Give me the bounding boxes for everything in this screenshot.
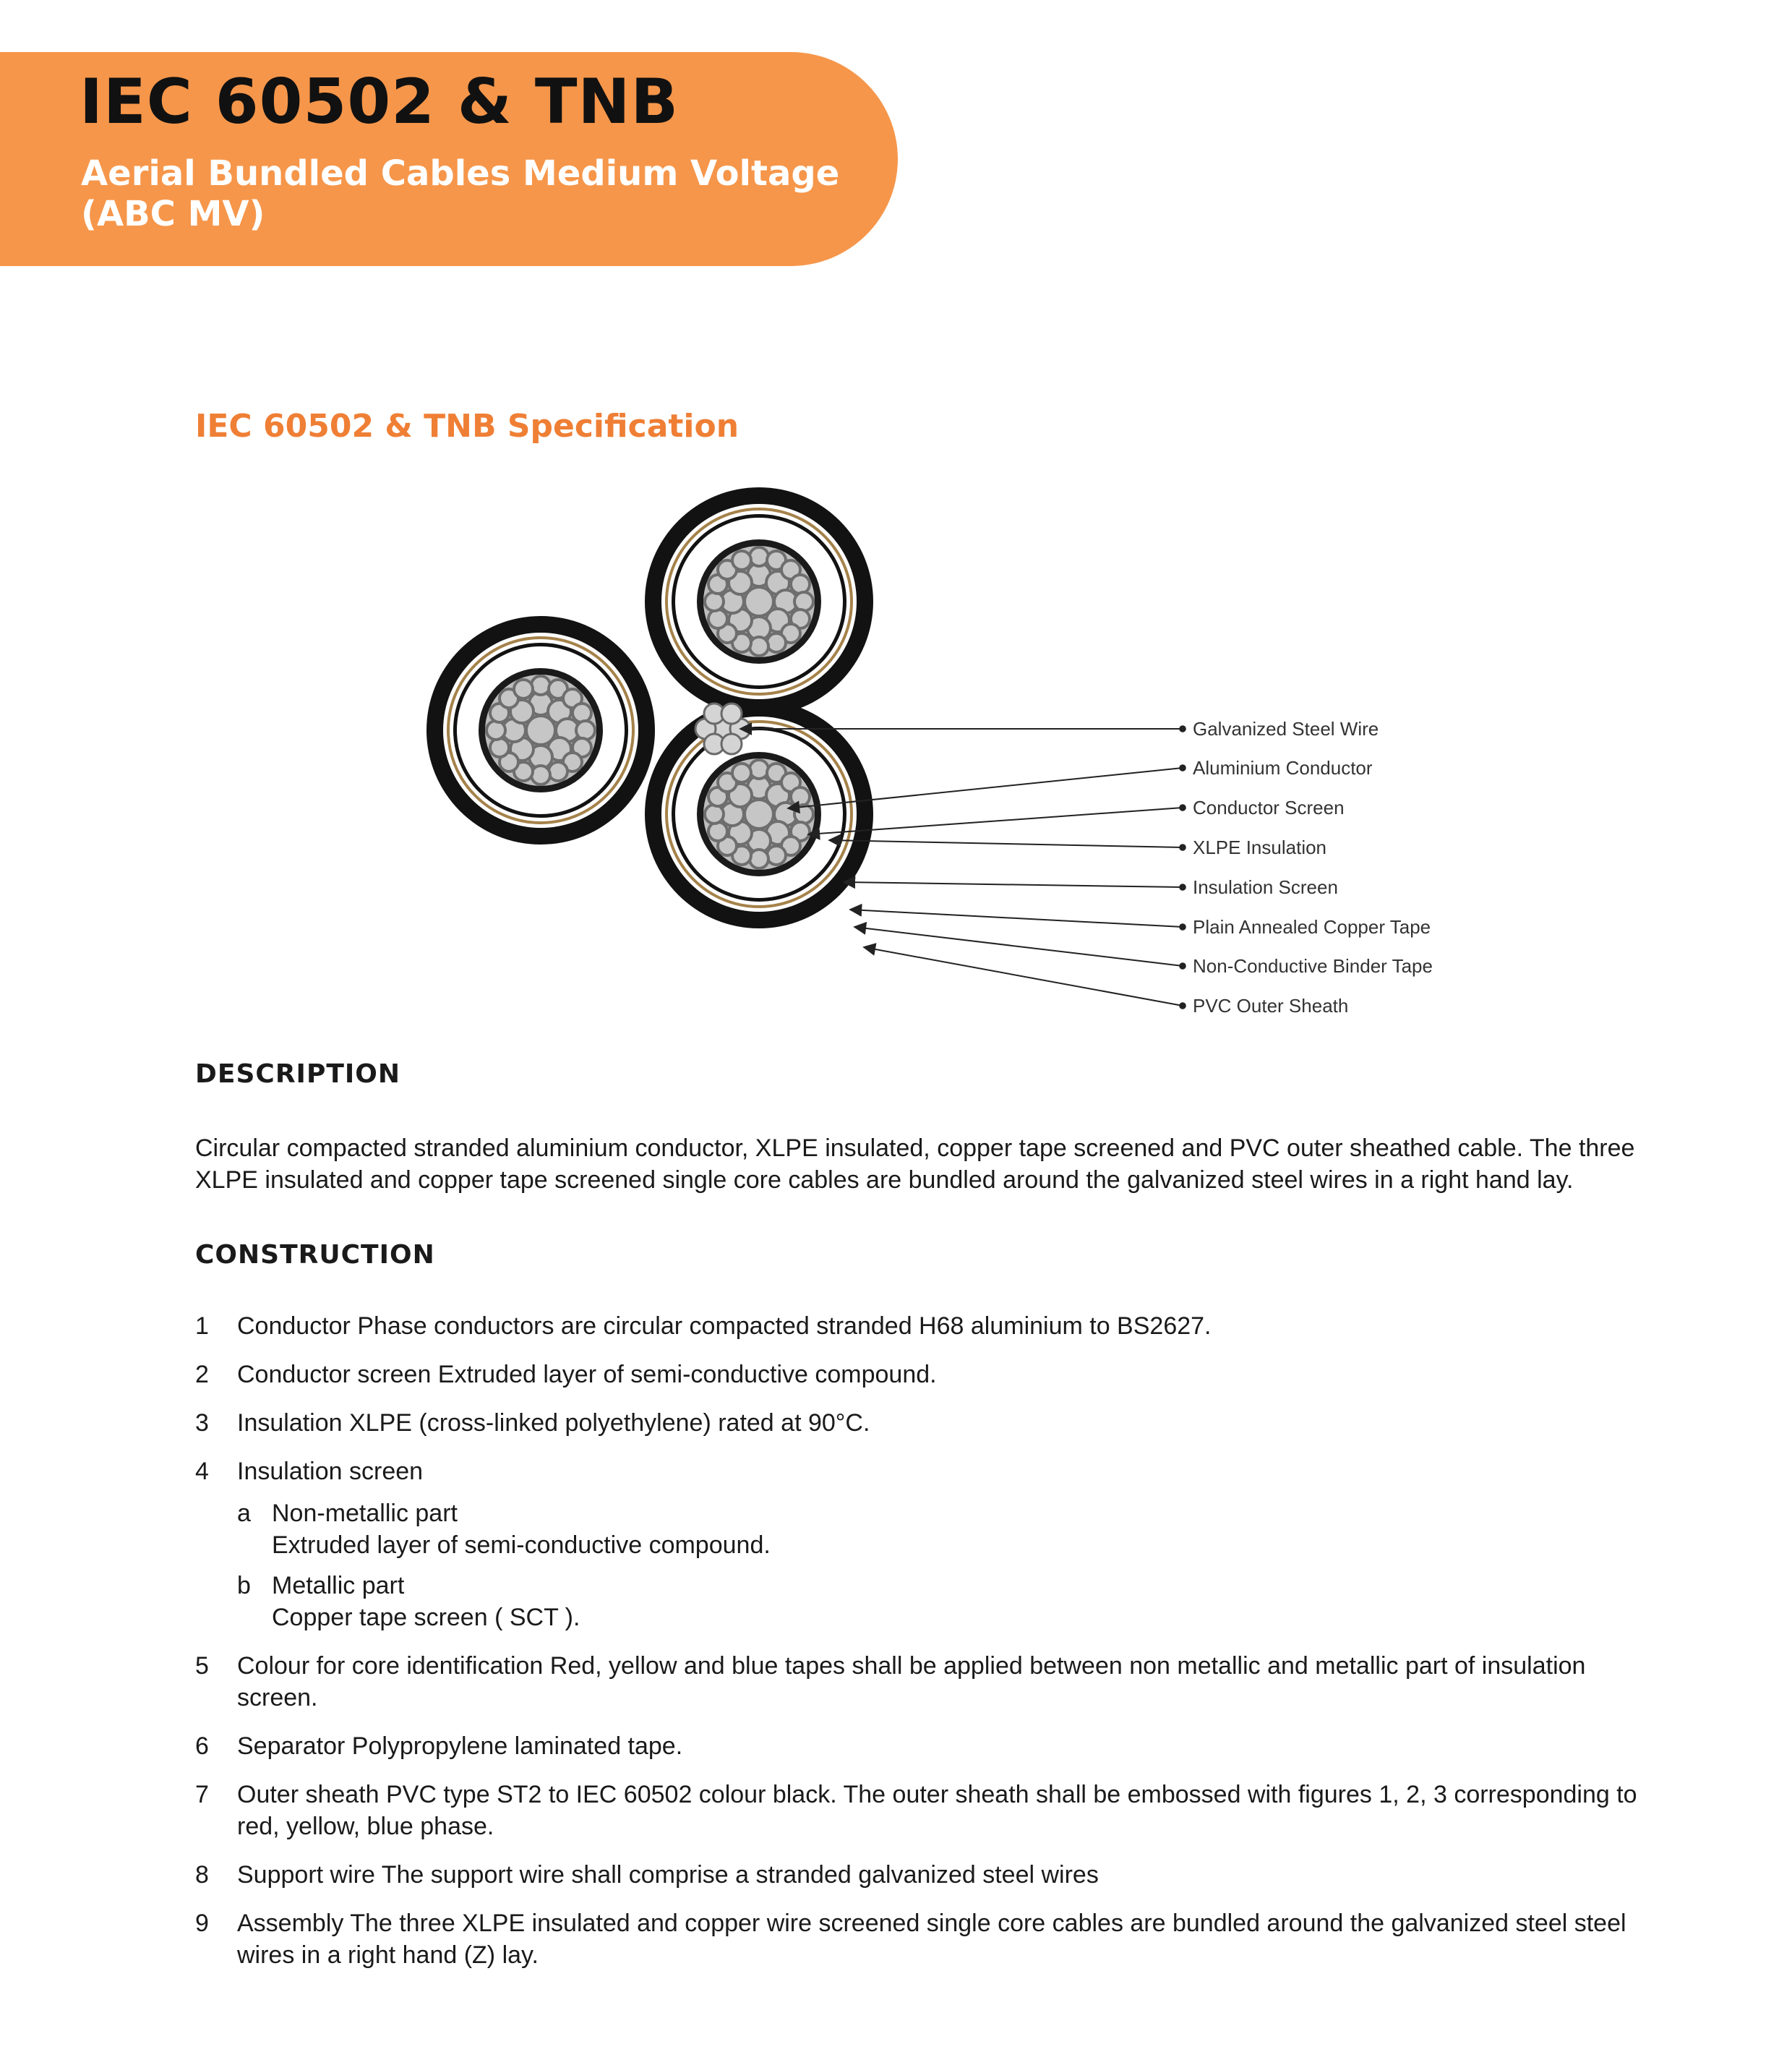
construction-item-text: Insulation XLPE (cross-linked polyethylene) rated at 90°C.	[237, 1409, 870, 1437]
callout-pvc-outer-sheath: PVC Outer Sheath	[1193, 995, 1349, 1017]
construction-item	[195, 1730, 1641, 1762]
construction-item	[195, 1650, 1641, 1714]
cable-core-bottom	[645, 700, 873, 928]
construction-item-text: Conductor screen Extruded layer of semi-conductive compound.	[237, 1361, 937, 1388]
callout-insulation-screen: Insulation Screen	[1193, 876, 1338, 898]
construction-item-number: 4	[195, 1458, 209, 1485]
description-text: Circular compacted stranded aluminium conductor, XLPE insulated, copper tape screened and PVC outer sheathed cable. The three XLPE insulated and copper tape screened single core cables are bundled around the galvanized steel wires in a right hand lay.	[195, 1134, 1635, 1194]
construction-item-number: 3	[195, 1409, 209, 1437]
cable-core-top	[645, 487, 873, 716]
construction-subitem-body: Copper tape screen ( SCT ).	[272, 1604, 580, 1631]
construction-list	[195, 1310, 1641, 1988]
construction-subitem-letter: b	[237, 1572, 251, 1599]
construction-subitem	[237, 1497, 1641, 1561]
callout-galvanized-steel-wire: Galvanized Steel Wire	[1193, 718, 1379, 740]
construction-item	[195, 1859, 1641, 1891]
leader-line-non-conductive-binder-tape	[854, 927, 1183, 966]
construction-item-number: 7	[195, 1781, 209, 1808]
construction-item-number: 6	[195, 1732, 209, 1760]
callout-non-conductive-binder-tape: Non-Conductive Binder Tape	[1193, 955, 1433, 977]
construction-item-text: Assembly The three XLPE insulated and copper wire screened single core cables are bundled around the galvanized steel steel wires in a right hand (Z) lay.	[237, 1910, 1626, 1969]
construction-item-number: 2	[195, 1361, 209, 1388]
specification-heading: IEC 60502 & TNB Specification	[195, 408, 739, 445]
cable-cross-section-diagram	[448, 484, 1433, 1034]
document-title: IEC 60502 & TNB	[80, 66, 679, 138]
callout-conductor-screen: Conductor Screen	[1193, 797, 1345, 818]
construction-item-number: 8	[195, 1861, 209, 1889]
construction-item-text: Insulation screen	[237, 1458, 424, 1485]
construction-item-text: Support wire The support wire shall comprise a stranded galvanized steel wires	[237, 1861, 1099, 1889]
construction-item-number: 5	[195, 1652, 209, 1680]
construction-item	[195, 1779, 1641, 1842]
construction-item-text: Conductor Phase conductors are circular compacted stranded H68 aluminium to BS2627.	[237, 1312, 1212, 1340]
construction-subitem-title: Non-metallic part	[272, 1500, 458, 1527]
construction-subitem-letter: a	[237, 1500, 251, 1527]
construction-item-text: Outer sheath PVC type ST2 to IEC 60502 colour black. The outer sheath shall be embossed with figures 1, 2, 3 corresponding to red, yellow, blue phase.	[237, 1781, 1637, 1840]
construction-subitem-title: Metallic part	[272, 1572, 405, 1599]
leader-line-xlpe-insulation	[829, 840, 1183, 847]
construction-item	[195, 1455, 1641, 1633]
construction-heading: CONSTRUCTION	[195, 1240, 435, 1270]
leader-line-plain-annealed-copper-tape	[850, 910, 1183, 927]
construction-item	[195, 1310, 1641, 1342]
construction-sublist	[237, 1497, 1641, 1633]
document-subtitle-line2: (ABC MV)	[81, 194, 265, 234]
cable-core-left	[426, 616, 655, 845]
cable-diagram-svg	[448, 484, 1433, 1034]
callout-xlpe-insulation: XLPE Insulation	[1193, 837, 1327, 858]
callout-aluminium-conductor: Aluminium Conductor	[1193, 757, 1373, 779]
construction-subitem	[237, 1570, 1641, 1633]
construction-item	[195, 1359, 1641, 1390]
callout-plain-annealed-copper-tape: Plain Annealed Copper Tape	[1193, 916, 1431, 938]
leader-line-insulation-screen	[844, 882, 1183, 887]
construction-item-number: 9	[195, 1910, 209, 1937]
construction-item-number: 1	[195, 1312, 209, 1340]
construction-item	[195, 1907, 1641, 1971]
construction-item-text: Separator Polypropylene laminated tape.	[237, 1732, 683, 1760]
construction-subitem-body: Extruded layer of semi-conductive compound.	[272, 1531, 771, 1559]
construction-item-text: Colour for core identification Red, yellow and blue tapes shall be applied between non metallic and metallic part of insulation screen.	[237, 1652, 1586, 1711]
document-subtitle-line1: Aerial Bundled Cables Medium Voltage	[81, 153, 840, 194]
leader-line-pvc-outer-sheath	[864, 947, 1183, 1006]
description-heading: DESCRIPTION	[195, 1059, 401, 1089]
construction-item	[195, 1407, 1641, 1439]
